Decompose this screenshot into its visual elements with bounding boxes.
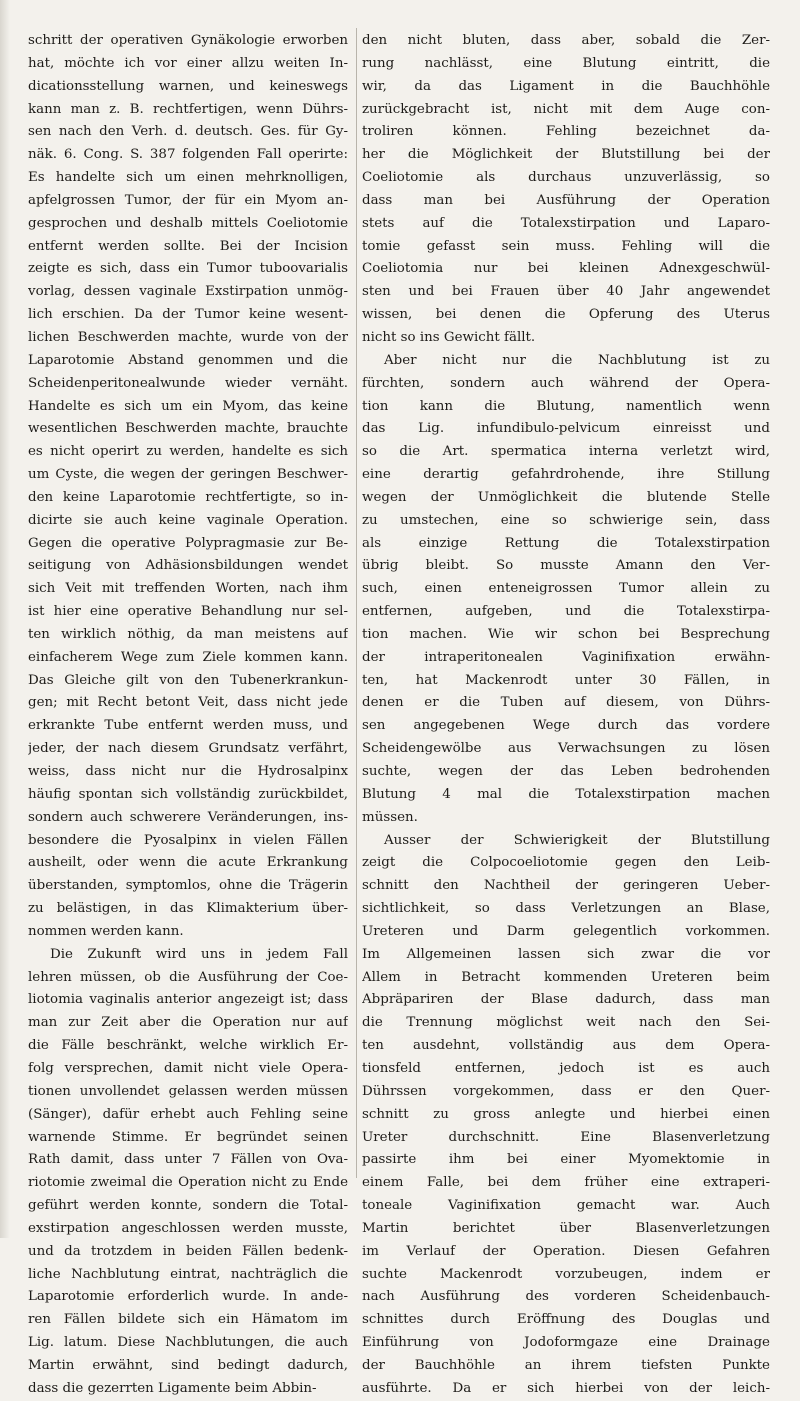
text-line: ist hier eine operative Behandlung nur sel-: [28, 604, 348, 620]
text-line: überstanden, symptomlos, ohne die Trägerin: [28, 878, 348, 894]
text-line: Aber nicht nur die Nachblutung ist zu: [384, 352, 770, 368]
text-line: einfacherem Wege zum Ziele kommen kann.: [28, 649, 348, 665]
text-line: das Lig. infundibulo-pelvicum einreisst und: [362, 421, 770, 437]
text-line: den nicht bluten, dass aber, sobald die Zer-: [362, 33, 770, 48]
text-line: es nicht operirt zu werden, handelte es sich: [28, 444, 348, 460]
text-line: wegen der Unmöglichkeit die blutende Stelle: [362, 489, 770, 505]
right-text-column: [362, 30, 770, 1401]
text-line: dicationsstellung warnen, und keineswegs: [28, 78, 348, 94]
text-line: (Sänger), dafür erhebt auch Fehling seine: [28, 1106, 348, 1122]
text-line: ten ausdehnt, vollständig aus dem Opera-: [362, 1038, 770, 1054]
text-line: Abpräpariren der Blase dadurch, dass man: [362, 992, 770, 1008]
text-line: Martin erwähnt, sind bedingt dadurch,: [28, 1357, 348, 1373]
text-line: gesprochen und deshalb mittels Coeliotomie: [28, 215, 348, 231]
text-line: tionen unvollendet gelassen werden müssen: [28, 1083, 348, 1099]
text-line: lichen Beschwerden machte, wurde von der: [28, 329, 348, 345]
text-line: die Fälle beschränkt, welche wirklich Er-: [28, 1038, 348, 1054]
text-line: häufig spontan sich vollständig zurückbildet,: [28, 786, 348, 802]
text-line: tion kann die Blutung, namentlich wenn: [362, 398, 770, 414]
text-line: zu belästigen, in das Klimakterium über-: [28, 901, 348, 917]
text-line: sten und bei Frauen über 40 Jahr angewendet: [362, 284, 770, 300]
text-line: nach Ausführung des vorderen Scheidenbauch-: [362, 1289, 770, 1305]
text-line: Die Zukunft wird uns in jedem Fall: [50, 946, 348, 962]
text-line: müssen.: [362, 809, 418, 825]
text-line: warnende Stimme. Er begründet seinen: [28, 1129, 348, 1145]
text-line: geführt werden konnte, sondern die Total-: [28, 1198, 348, 1214]
text-line: tomie gefasst sein muss. Fehling will die: [362, 238, 770, 254]
text-line: exstirpation angeschlossen werden musste,: [28, 1220, 348, 1236]
text-line: passirte ihm bei einer Myomektomie in: [362, 1152, 770, 1168]
text-line: einem Falle, bei dem früher eine extraperi-: [362, 1175, 770, 1191]
text-line: vorlag, dessen vaginale Exstirpation unmög-: [28, 284, 348, 300]
text-line: seitigung von Adhäsionsbildungen wendet: [28, 558, 348, 574]
text-line: Scheidengewölbe aus Verwachsungen zu lösen: [362, 741, 770, 757]
text-line: sondern auch schwerere Veränderungen, ins-: [28, 809, 348, 825]
text-line: schnitt den Nachtheil der geringeren Ueber-: [362, 878, 770, 894]
text-line: kann man z. B. rechtfertigen, wenn Dührs-: [28, 101, 348, 117]
text-line: zeigt die Colpocoeliotomie gegen den Leib-: [362, 855, 770, 871]
text-line: wir, da das Ligament in die Bauchhöhle: [362, 78, 770, 94]
text-line: entfernt werden sollte. Bei der Incision: [28, 238, 348, 254]
text-line: eine derartig gefahrdrohende, ihre Stillung: [362, 467, 770, 483]
left-text-column: [28, 30, 348, 1401]
text-line: den keine Laparotomie rechtfertigte, so in-: [28, 489, 348, 505]
text-line: lich erschien. Da der Tumor keine wesent-: [28, 307, 348, 323]
text-line: näk. 6. Cong. S. 387 folgenden Fall operirte:: [28, 147, 348, 163]
text-line: Ureter durchschnitt. Eine Blasenverletzung: [362, 1129, 770, 1145]
text-line: wesentlichen Beschwerden machte, brauchte: [28, 421, 348, 437]
text-line: hat, möchte ich vor einer allzu weiten In-: [28, 55, 348, 71]
text-line: Allem in Betracht kommenden Ureteren beim: [362, 969, 770, 985]
text-line: Coeliotomia nur bei kleinen Adnexgeschwül-: [362, 261, 770, 277]
page-edge-shadow: [0, 0, 10, 1238]
text-line: dass die gezerrten Ligamente beim Abbin-: [28, 1380, 317, 1396]
text-line: lehren müssen, ob die Ausführung der Coe-: [28, 969, 348, 985]
text-line: sich Veit mit treffenden Worten, nach ihm: [28, 581, 348, 597]
text-line: Martin berichtet über Blasenverletzungen: [362, 1220, 770, 1236]
text-line: so die Art. spermatica interna verletzt wird,: [362, 444, 770, 460]
text-line: ausheilt, oder wenn die acute Erkrankung: [28, 855, 348, 871]
text-line: sen angegebenen Wege durch das vordere: [362, 718, 770, 734]
text-line: schritt der operativen Gynäkologie erworben: [28, 33, 348, 48]
text-line: im Verlauf der Operation. Diesen Gefahren: [362, 1243, 770, 1259]
text-line: ausführte. Da er sich hierbei von der leich-: [362, 1380, 770, 1396]
text-line: suchte Mackenrodt vorzubeugen, indem er: [362, 1266, 770, 1282]
text-line: apfelgrossen Tumor, der für ein Myom an-: [28, 192, 348, 208]
text-line: such, einen enteneigrossen Tumor allein zu: [362, 581, 770, 597]
text-line: troliren können. Fehling bezeichnet da-: [362, 124, 770, 140]
text-line: Es handelte sich um einen mehrknolligen,: [28, 170, 348, 186]
text-line: zeigte es sich, dass ein Tumor tuboovarialis: [28, 261, 348, 277]
text-line: entfernen, aufgeben, und die Totalexstirpa-: [362, 604, 770, 620]
text-line: zu umstechen, eine so schwierige sein, dass: [362, 512, 770, 528]
text-line: stets auf die Totalexstirpation und Laparo-: [362, 215, 770, 231]
text-line: Lig. latum. Diese Nachblutungen, die auch: [28, 1335, 348, 1351]
text-line: und da trotzdem in beiden Fällen bedenk-: [28, 1243, 348, 1259]
text-line: übrig bleibt. So musste Amann den Ver-: [362, 558, 770, 574]
text-line: ren Fällen bildete sich ein Hämatom im: [28, 1312, 348, 1328]
text-line: Dührssen vorgekommen, dass er den Quer-: [362, 1083, 770, 1099]
text-line: liche Nachblutung eintrat, nachträglich die: [28, 1266, 348, 1282]
text-line: dicirte sie auch keine vaginale Operation.: [28, 512, 348, 528]
text-line: Gegen die operative Polypragmasie zur Be-: [28, 535, 348, 551]
text-line: Blutung 4 mal die Totalexstirpation machen: [362, 786, 770, 802]
text-line: her die Möglichkeit der Blutstillung bei der: [362, 147, 770, 163]
text-line: schnitt zu gross anlegte und hierbei einen: [362, 1106, 770, 1122]
text-line: folg versprechen, damit nicht viele Opera-: [28, 1060, 348, 1076]
text-line: rung nachlässt, eine Blutung eintritt, die: [362, 55, 770, 71]
text-line: fürchten, sondern auch während der Opera-: [362, 375, 770, 391]
text-line: denen er die Tuben auf diesem, von Dührs-: [362, 695, 770, 711]
text-line: Laparotomie Abstand genommen und die: [28, 352, 348, 368]
text-line: Ureteren und Darm gelegentlich vorkommen.: [362, 923, 770, 939]
text-line: tion machen. Wie wir schon bei Besprechung: [362, 626, 770, 642]
text-line: Im Allgemeinen lassen sich zwar die vor: [362, 946, 770, 962]
text-line: zurückgebracht ist, nicht mit dem Auge con-: [362, 101, 770, 117]
text-line: tionsfeld entfernen, jedoch ist es auch: [362, 1060, 770, 1076]
text-line: ten wirklich nöthig, da man meistens auf: [28, 626, 348, 642]
text-line: Coeliotomie als durchaus unzuverlässig, so: [362, 170, 770, 186]
text-line: die Trennung möglichst weit nach den Sei-: [362, 1015, 770, 1031]
text-line: schnittes durch Eröffnung des Douglas und: [362, 1312, 770, 1328]
text-line: nommen werden kann.: [28, 923, 184, 939]
text-line: man zur Zeit aber die Operation nur auf: [28, 1015, 348, 1031]
text-line: toneale Vaginifixation gemacht war. Auch: [362, 1198, 770, 1214]
text-line: als einzige Rettung die Totalexstirpation: [362, 535, 770, 551]
text-line: ten, hat Mackenrodt unter 30 Fällen, in: [362, 672, 770, 688]
text-line: riotomie zweimal die Operation nicht zu Ende: [28, 1175, 348, 1191]
text-line: Scheidenperitonealwunde wieder vernäht.: [28, 375, 348, 391]
text-line: nicht so ins Gewicht fällt.: [362, 329, 536, 345]
text-line: um Cyste, die wegen der geringen Beschwer-: [28, 467, 348, 483]
text-line: Das Gleiche gilt von den Tubenerkrankun-: [28, 672, 348, 688]
text-line: jeder, der nach diesem Grundsatz verfährt,: [28, 741, 348, 757]
text-line: der Bauchhöhle an ihrem tiefsten Punkte: [362, 1357, 770, 1373]
text-line: dass man bei Ausführung der Operation: [362, 192, 770, 208]
text-line: Laparotomie erforderlich wurde. In ande-: [28, 1289, 348, 1305]
text-line: suchte, wegen der das Leben bedrohenden: [362, 764, 770, 779]
text-line: Einführung von Jodoformgaze eine Drainage: [362, 1335, 770, 1351]
column-divider: [356, 28, 357, 1178]
text-line: erkrankte Tube entfernt werden muss, und: [28, 718, 348, 734]
text-line: Ausser der Schwierigkeit der Blutstillung: [384, 832, 770, 848]
text-line: weiss, dass nicht nur die Hydrosalpinx: [28, 764, 348, 779]
text-line: wissen, bei denen die Opferung des Uterus: [362, 307, 770, 323]
text-line: gen; mit Recht betont Veit, dass nicht jede: [28, 695, 348, 711]
text-line: der intraperitonealen Vaginifixation erwähn-: [362, 649, 770, 665]
text-line: Rath damit, dass unter 7 Fällen von Ova-: [28, 1152, 348, 1168]
text-line: sen nach den Verh. d. deutsch. Ges. für Gy-: [28, 124, 348, 140]
text-line: liotomia vaginalis anterior angezeigt ist; dass: [28, 992, 348, 1008]
text-line: sichtlichkeit, so dass Verletzungen an Blase,: [362, 901, 770, 917]
text-line: besondere die Pyosalpinx in vielen Fällen: [28, 832, 348, 848]
text-line: Handelte es sich um ein Myom, das keine: [28, 398, 348, 414]
